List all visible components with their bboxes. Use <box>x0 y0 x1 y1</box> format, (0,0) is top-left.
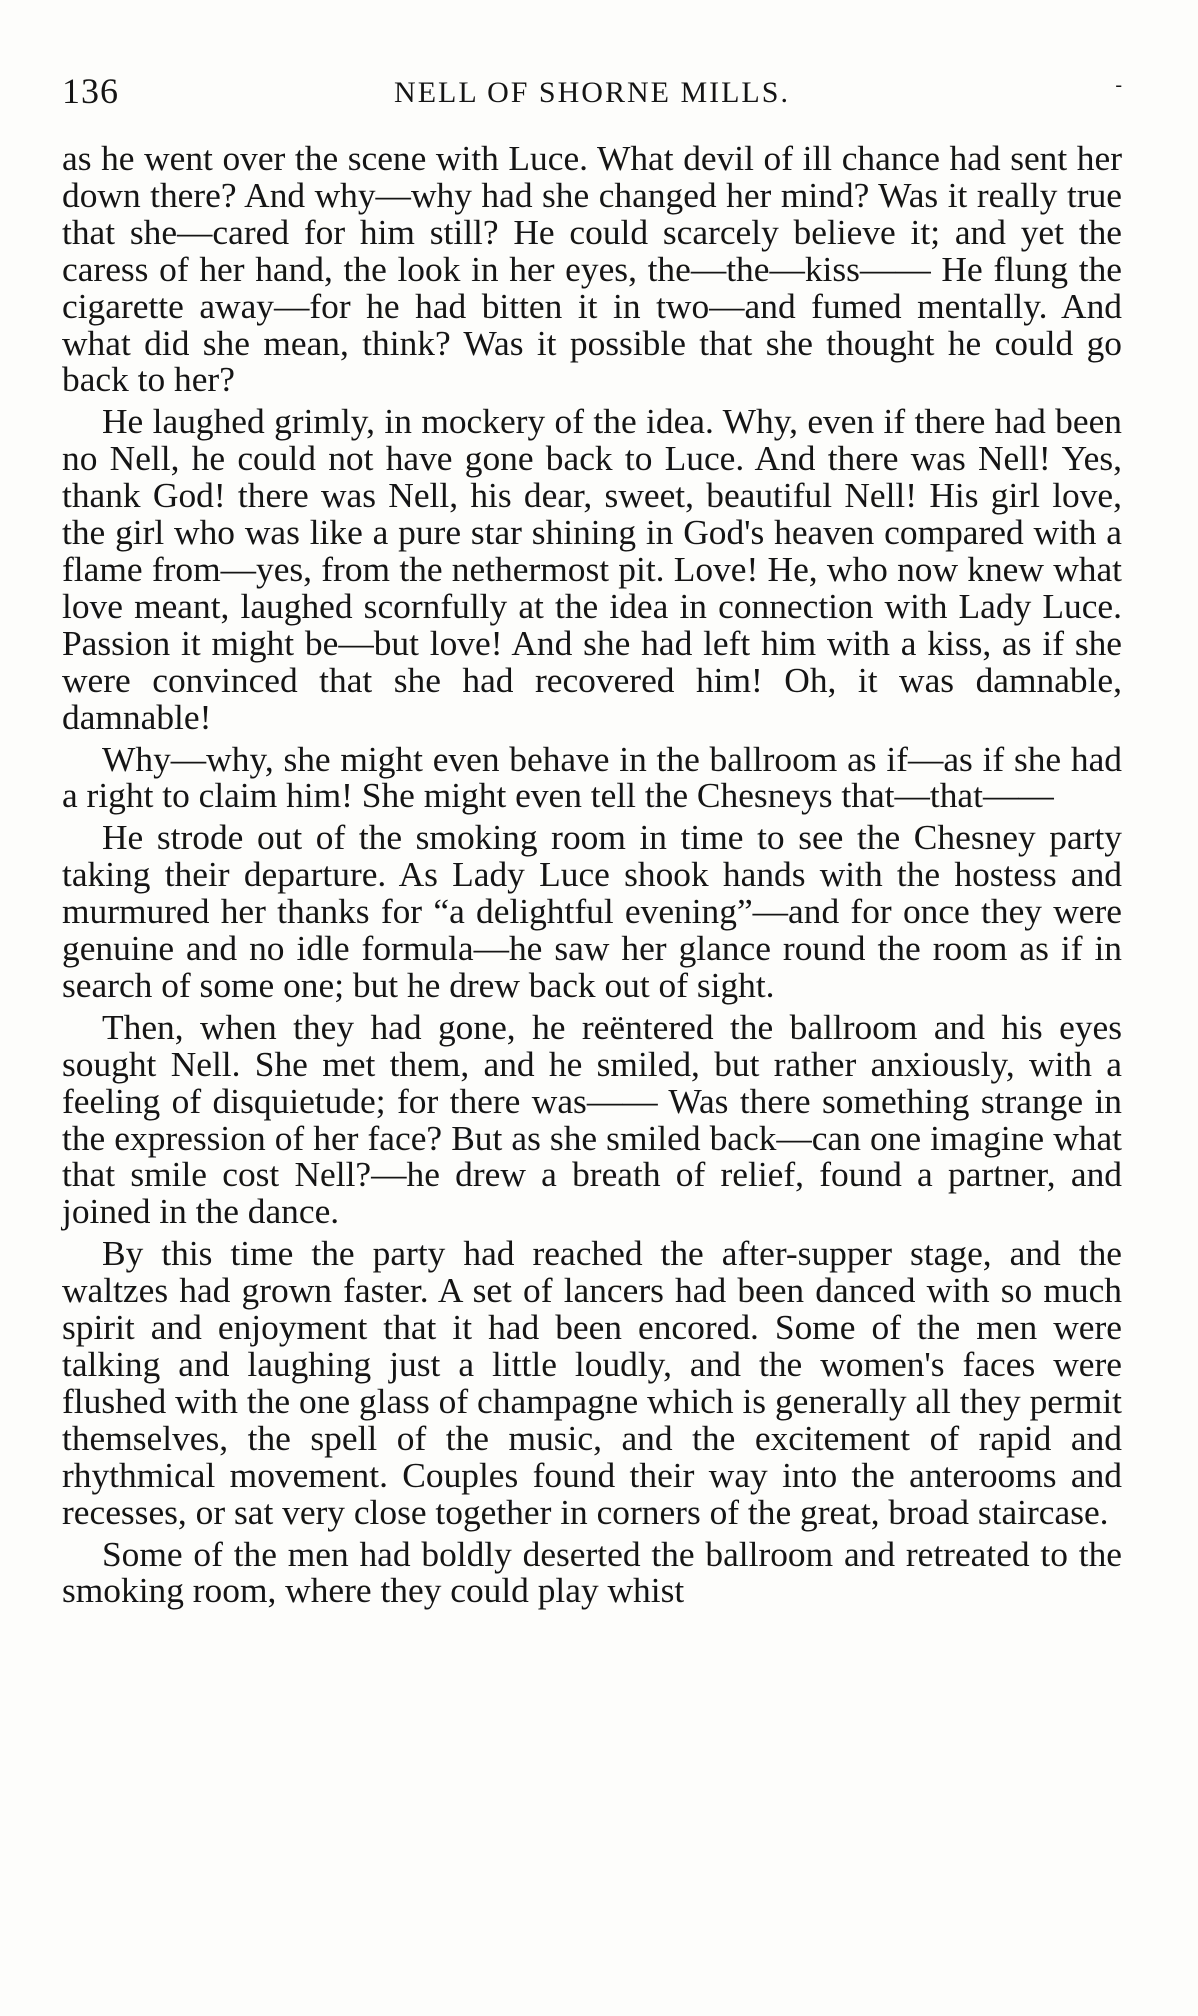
body-text <box>62 140 1122 1614</box>
paragraph-2: He laughed grimly, in mockery of the idea. Why, even if there had been no Nell, he could not have gone back to Luce. And there was Nell! Yes, thank God! there was Nell, his dear, sweet, beautiful Nell! His girl love, the girl who was like a pure star shining in God's heaven compared with a flame from—yes, from the nethermost pit. Love! He, who now knew what love meant, laughed scornfully at the idea in connection with Lady Luce. Passion it might be—but love! And she had left him with a kiss, as if she were convinced that she had recovered him! Oh, it was damnable, damnable! <box>62 401 1122 737</box>
header-mark: - <box>1115 74 1122 96</box>
running-title: NELL OF SHORNE MILLS. <box>394 76 790 109</box>
page-number: 136 <box>62 71 119 111</box>
paragraph-7: Some of the men had boldly deserted the ballroom and retreated to the smoking room, where they could play whist <box>62 1533 1122 1611</box>
paragraph-3: Why—why, she might even behave in the ballroom as if—as if she had a right to claim him! She might even tell the Chesneys that—that—— <box>62 738 1122 816</box>
page-header <box>62 70 1122 120</box>
paragraph-6: By this time the party had reached the after-supper stage, and the waltzes had grown faster. A set of lancers had been danced with so much spirit and enjoyment that it had been encored. Some of the men were talking and laughing just a little loudly, and the women's faces were flushed with the one glass of champagne which is generally all they permit themselves, the spell of the music, and the excitement of rapid and rhythmical movement. Couples found their way into the anterooms and recesses, or sat very close together in corners of the great, broad staircase. <box>62 1233 1122 1532</box>
paragraph-1: as he went over the scene with Luce. What devil of ill chance had sent her down there? And why—why had she changed her mind? Was it really true that she—cared for him still? He could scarcely believe it; and yet the caress of her hand, the look in her eyes, the—the—kiss—— He flung the cigarette away—for he had bitten it in two—and fumed mentally. And what did she mean, think? Was it possible that she thought he could go back to her? <box>62 138 1122 400</box>
paragraph-4: He strode out of the smoking room in time to see the Chesney party taking their departure. As Lady Luce shook hands with the hostess and murmured her thanks for “a delightful evening”—and for once they were genuine and no idle formula—he saw her glance round the room as if in search of some one; but he drew back out of sight. <box>62 817 1122 1005</box>
paragraph-5: Then, when they had gone, he reëntered the ballroom and his eyes sought Nell. She met them, and he smiled, but rather anxiously, with a feeling of disquietude; for there was—— Was there something strange in the expression of her face? But as she smiled back—can one imagine what that smile cost Nell?—he drew a breath of relief, found a partner, and joined in the dance. <box>62 1006 1122 1232</box>
